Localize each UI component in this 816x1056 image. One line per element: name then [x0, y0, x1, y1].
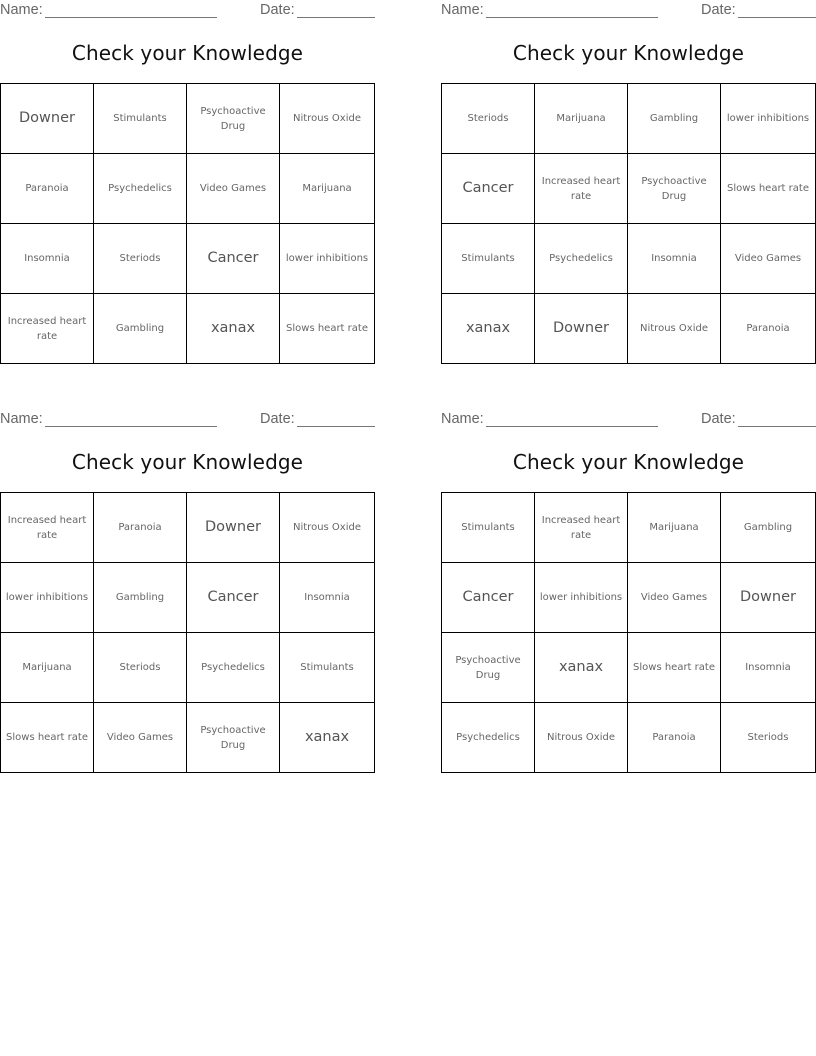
bingo-card [0, 0, 375, 364]
bingo-cell[interactable]: Slows heart rate [721, 154, 815, 224]
bingo-cell[interactable]: Stimulants [442, 493, 535, 563]
bingo-cell[interactable]: Insomnia [1, 224, 94, 294]
bingo-cell[interactable]: Psychedelics [442, 703, 535, 772]
bingo-cell[interactable]: Insomnia [628, 224, 721, 294]
bingo-cell[interactable]: Gambling [628, 84, 721, 154]
bingo-cell[interactable]: Insomnia [280, 563, 374, 633]
bingo-cell[interactable]: Video Games [628, 563, 721, 633]
date-blank-line[interactable] [297, 426, 375, 427]
bingo-cell[interactable]: Gambling [94, 563, 187, 633]
bingo-cell[interactable]: Nitrous Oxide [535, 703, 628, 772]
bingo-cell[interactable]: xanax [442, 294, 535, 363]
bingo-card [0, 409, 375, 773]
bingo-cell[interactable]: Nitrous Oxide [628, 294, 721, 363]
bingo-cell[interactable]: Cancer [187, 224, 280, 294]
bingo-cell[interactable]: Nitrous Oxide [280, 493, 374, 563]
name-date-row [441, 411, 816, 429]
bingo-card [441, 0, 816, 364]
bingo-cell[interactable]: Cancer [187, 563, 280, 633]
date-blank-line[interactable] [738, 426, 816, 427]
card-title: Check your Knowledge [512, 41, 745, 65]
date-blank-line[interactable] [297, 17, 375, 18]
bingo-card [441, 409, 816, 773]
bingo-cell[interactable]: Stimulants [94, 84, 187, 154]
bingo-grid [0, 83, 375, 364]
bingo-cell[interactable]: Paranoia [1, 154, 94, 224]
bingo-cell[interactable]: Paranoia [94, 493, 187, 563]
bingo-cell[interactable]: Steriods [94, 633, 187, 703]
bingo-cell[interactable]: Cancer [442, 154, 535, 224]
bingo-cell[interactable]: Video Games [94, 703, 187, 772]
bingo-cell[interactable]: Psychoactive Drug [628, 154, 721, 224]
name-label: Name: [0, 411, 43, 427]
bingo-cell[interactable]: Downer [535, 294, 628, 363]
name-blank-line[interactable] [45, 426, 217, 427]
name-date-row [0, 2, 375, 20]
bingo-cell[interactable]: Video Games [721, 224, 815, 294]
bingo-cell[interactable]: Steriods [442, 84, 535, 154]
date-label: Date: [701, 411, 736, 427]
bingo-cell[interactable]: Gambling [94, 294, 187, 363]
card-title: Check your Knowledge [71, 450, 304, 474]
bingo-cell[interactable]: Downer [721, 563, 815, 633]
bingo-cell[interactable]: Psychedelics [535, 224, 628, 294]
bingo-cell[interactable]: Psychoactive Drug [187, 703, 280, 772]
date-label: Date: [260, 411, 295, 427]
bingo-cell[interactable]: Marijuana [628, 493, 721, 563]
bingo-cell[interactable]: Slows heart rate [286, 323, 368, 334]
bingo-cell[interactable]: Paranoia [628, 703, 721, 772]
bingo-cell[interactable]: Increased heart rate [535, 493, 628, 563]
bingo-cell[interactable]: Marijuana [535, 84, 628, 154]
bingo-cell[interactable]: Increased heart rate [1, 493, 94, 563]
name-blank-line[interactable] [486, 17, 658, 18]
date-label: Date: [701, 2, 736, 18]
bingo-cell[interactable]: xanax [304, 729, 350, 745]
date-blank-line[interactable] [738, 17, 816, 18]
bingo-cell[interactable]: lower inhibitions [280, 224, 374, 294]
bingo-cell[interactable]: Psychedelics [187, 633, 280, 703]
bingo-cell[interactable]: Gambling [721, 493, 815, 563]
bingo-grid [441, 83, 816, 364]
name-blank-line[interactable] [45, 17, 217, 18]
date-label: Date: [260, 2, 295, 18]
bingo-cell[interactable]: lower inhibitions [1, 563, 94, 633]
bingo-cell[interactable]: xanax [535, 633, 628, 703]
bingo-cell[interactable]: xanax [187, 294, 280, 363]
bingo-cell[interactable]: Psychedelics [94, 154, 187, 224]
bingo-cell[interactable]: Marijuana [280, 154, 374, 224]
bingo-cell[interactable]: Increased heart rate [535, 154, 628, 224]
bingo-cell[interactable]: Steriods [94, 224, 187, 294]
bingo-cell[interactable]: Increased heart rate [1, 294, 94, 363]
name-blank-line[interactable] [486, 426, 658, 427]
bingo-grid [0, 492, 375, 773]
name-label: Name: [441, 411, 484, 427]
card-title: Check your Knowledge [512, 450, 745, 474]
bingo-cell[interactable]: Marijuana [1, 633, 94, 703]
card-title: Check your Knowledge [71, 41, 304, 65]
bingo-cell[interactable]: Psychoactive Drug [442, 633, 535, 703]
bingo-cell[interactable]: Insomnia [721, 633, 815, 703]
name-label: Name: [441, 2, 484, 18]
name-date-row [441, 2, 816, 20]
bingo-cell[interactable]: Psychoactive Drug [187, 84, 280, 154]
bingo-cell[interactable]: Downer [187, 493, 280, 563]
bingo-cell[interactable]: Stimulants [442, 224, 535, 294]
bingo-cell[interactable]: Downer [1, 84, 94, 154]
bingo-cell[interactable]: Steriods [747, 732, 789, 743]
bingo-cell[interactable]: Cancer [442, 563, 535, 633]
bingo-cell[interactable]: Nitrous Oxide [280, 84, 374, 154]
bingo-cell[interactable]: Paranoia [746, 323, 790, 334]
bingo-cell[interactable]: Stimulants [280, 633, 374, 703]
name-label: Name: [0, 2, 43, 18]
bingo-cell[interactable]: Video Games [187, 154, 280, 224]
bingo-cell[interactable]: lower inhibitions [721, 84, 815, 154]
bingo-grid [441, 492, 816, 773]
bingo-cell[interactable]: lower inhibitions [535, 563, 628, 633]
name-date-row [0, 411, 375, 429]
bingo-cell[interactable]: Slows heart rate [1, 703, 94, 772]
bingo-cell[interactable]: Slows heart rate [628, 633, 721, 703]
